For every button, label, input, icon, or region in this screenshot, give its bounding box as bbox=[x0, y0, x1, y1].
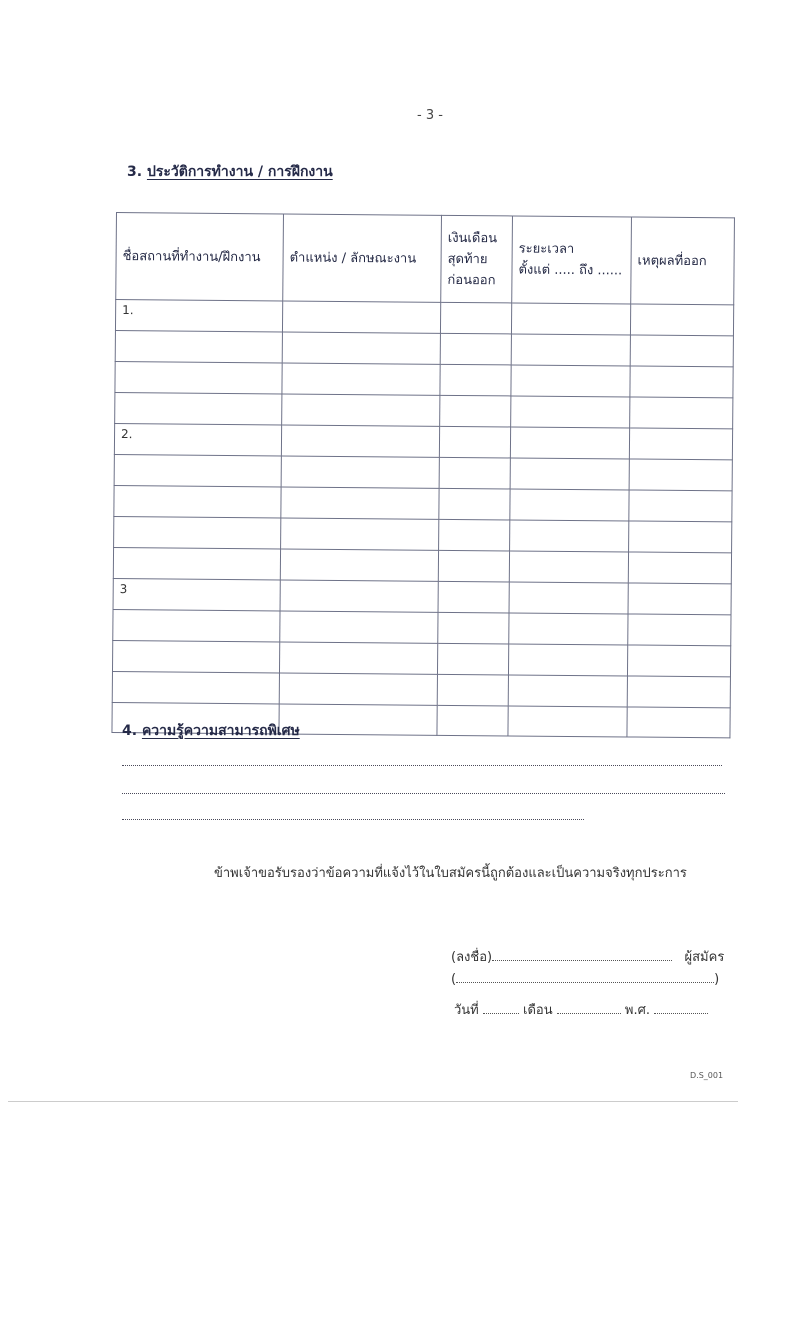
year-label: พ.ศ. bbox=[624, 1003, 651, 1018]
table-cell[interactable] bbox=[282, 332, 440, 364]
header-period-line1: ระยะเวลา bbox=[518, 241, 575, 258]
table-cell[interactable] bbox=[439, 488, 510, 520]
table-cell[interactable] bbox=[114, 485, 281, 517]
table-cell[interactable] bbox=[437, 643, 508, 675]
table-cell[interactable] bbox=[115, 330, 282, 362]
header-salary-line2: สุดท้าย bbox=[447, 251, 488, 267]
table-cell[interactable] bbox=[439, 457, 510, 489]
table-cell[interactable] bbox=[281, 518, 439, 550]
table-cell[interactable] bbox=[629, 459, 732, 491]
table-cell[interactable] bbox=[628, 614, 731, 646]
table-cell[interactable] bbox=[509, 613, 628, 645]
certification-statement: ข้าพเจ้าขอรับรองว่าข้อความที่แจ้งไว้ในใบสมัครนี้ถูกต้องและเป็นความจริงทุกประการ bbox=[214, 866, 687, 881]
table-cell[interactable] bbox=[112, 671, 279, 703]
table-cell[interactable] bbox=[439, 519, 510, 551]
entry-number-label: 1. bbox=[122, 303, 134, 318]
table-cell[interactable] bbox=[113, 547, 280, 579]
signature-field[interactable] bbox=[492, 950, 672, 961]
table-cell[interactable] bbox=[112, 640, 279, 672]
section-4-number: 4. bbox=[122, 723, 138, 739]
table-cell[interactable] bbox=[281, 425, 439, 457]
table-cell[interactable] bbox=[511, 365, 630, 397]
table-cell[interactable] bbox=[280, 611, 438, 643]
table-cell[interactable] bbox=[508, 675, 627, 707]
section-3-title: ประวัติการทำงาน / การฝึกงาน bbox=[146, 164, 333, 180]
table-cell[interactable] bbox=[627, 707, 730, 738]
table-cell[interactable] bbox=[437, 674, 508, 706]
table-cell[interactable] bbox=[439, 426, 510, 458]
table-cell[interactable] bbox=[115, 300, 282, 332]
table-cell[interactable] bbox=[438, 612, 509, 644]
page-number: - 3 - bbox=[417, 108, 443, 123]
header-position: ตำแหน่ง / ลักษณะงาน bbox=[283, 214, 442, 302]
sign-label: (ลงชื่อ) bbox=[451, 950, 493, 965]
header-reason: เหตุผลที่ออก bbox=[631, 217, 735, 305]
table-cell[interactable] bbox=[280, 580, 438, 612]
table-cell[interactable] bbox=[113, 609, 280, 641]
month-label: เดือน bbox=[523, 1003, 553, 1018]
table-cell[interactable] bbox=[627, 676, 730, 708]
table-cell[interactable] bbox=[113, 578, 280, 610]
scan-edge-line bbox=[8, 1101, 738, 1102]
skills-line-2[interactable] bbox=[122, 793, 725, 794]
table-cell[interactable] bbox=[279, 704, 437, 735]
table-cell[interactable] bbox=[440, 333, 511, 365]
table-cell[interactable] bbox=[510, 489, 629, 521]
table-cell[interactable] bbox=[511, 334, 630, 366]
signature-line bbox=[451, 946, 724, 967]
table-cell[interactable] bbox=[630, 335, 733, 367]
table-cell[interactable] bbox=[279, 642, 437, 674]
table-cell[interactable] bbox=[440, 302, 511, 334]
entry-number-label: 3 bbox=[119, 582, 128, 597]
header-workplace: ชื่อสถานที่ทำงาน/ฝึกงาน bbox=[116, 213, 284, 301]
day-field[interactable] bbox=[483, 1003, 519, 1014]
table-body bbox=[112, 300, 734, 738]
table-cell[interactable] bbox=[509, 582, 628, 614]
document-code: D.S_001 bbox=[690, 1071, 724, 1080]
day-label: วันที่ bbox=[454, 1003, 479, 1018]
year-field[interactable] bbox=[654, 1003, 708, 1014]
open-paren: ( bbox=[451, 972, 457, 987]
table-cell[interactable] bbox=[115, 392, 282, 424]
table-cell[interactable] bbox=[629, 428, 732, 460]
table-cell[interactable] bbox=[508, 706, 627, 737]
table-cell[interactable] bbox=[114, 516, 281, 548]
table-cell[interactable] bbox=[627, 645, 730, 677]
table-cell[interactable] bbox=[281, 456, 439, 488]
table-cell[interactable] bbox=[630, 366, 733, 398]
table-cell[interactable] bbox=[630, 397, 733, 429]
skills-line-1[interactable] bbox=[122, 765, 722, 766]
printed-name-field[interactable] bbox=[456, 972, 714, 983]
entry-number-label: 2. bbox=[121, 427, 133, 442]
table-cell[interactable] bbox=[437, 705, 508, 736]
section-4-heading bbox=[122, 720, 300, 742]
table-cell[interactable] bbox=[281, 487, 439, 519]
table-cell[interactable] bbox=[114, 454, 281, 486]
printed-name-line bbox=[451, 972, 719, 987]
table-cell[interactable] bbox=[282, 363, 440, 395]
section-3-heading bbox=[127, 161, 333, 183]
table-cell[interactable] bbox=[282, 301, 440, 333]
table-cell[interactable] bbox=[629, 490, 732, 522]
table-cell[interactable] bbox=[629, 521, 732, 553]
header-salary-line1: เงินเดือน bbox=[447, 230, 498, 246]
skills-line-3[interactable] bbox=[122, 819, 584, 820]
table-cell[interactable] bbox=[114, 423, 281, 455]
table-cell[interactable] bbox=[115, 361, 282, 393]
table-cell[interactable] bbox=[510, 427, 629, 459]
table-cell[interactable] bbox=[440, 395, 511, 427]
table-cell[interactable] bbox=[510, 520, 629, 552]
table-cell[interactable] bbox=[628, 583, 731, 615]
section-4-title: ความรู้ความสามารถพิเศษ bbox=[141, 723, 300, 739]
table-cell[interactable] bbox=[511, 396, 630, 428]
table-cell[interactable] bbox=[630, 304, 733, 336]
table-cell[interactable] bbox=[628, 552, 731, 584]
date-line bbox=[454, 999, 708, 1020]
table-cell[interactable] bbox=[508, 644, 627, 676]
table-cell[interactable] bbox=[509, 551, 628, 583]
month-field[interactable] bbox=[557, 1003, 621, 1014]
table-header-row bbox=[116, 213, 735, 305]
table-cell[interactable] bbox=[440, 364, 511, 396]
table-cell[interactable] bbox=[279, 673, 437, 705]
work-history-table bbox=[111, 212, 735, 738]
close-paren: ) bbox=[714, 972, 720, 987]
header-period-line2: ตั้งแต่ ..... ถึง ...... bbox=[518, 262, 623, 279]
table-cell[interactable] bbox=[280, 549, 438, 581]
table-cell[interactable] bbox=[510, 458, 629, 490]
table-cell[interactable] bbox=[511, 303, 630, 335]
table-cell[interactable] bbox=[438, 581, 509, 613]
table-cell[interactable] bbox=[282, 394, 440, 426]
applicant-label: ผู้สมัคร bbox=[684, 950, 725, 965]
section-3-number: 3. bbox=[127, 164, 143, 180]
table-cell[interactable] bbox=[438, 550, 509, 582]
header-salary-line3: ก่อนออก bbox=[447, 272, 496, 288]
header-last-salary bbox=[441, 215, 513, 303]
header-period bbox=[512, 216, 632, 304]
